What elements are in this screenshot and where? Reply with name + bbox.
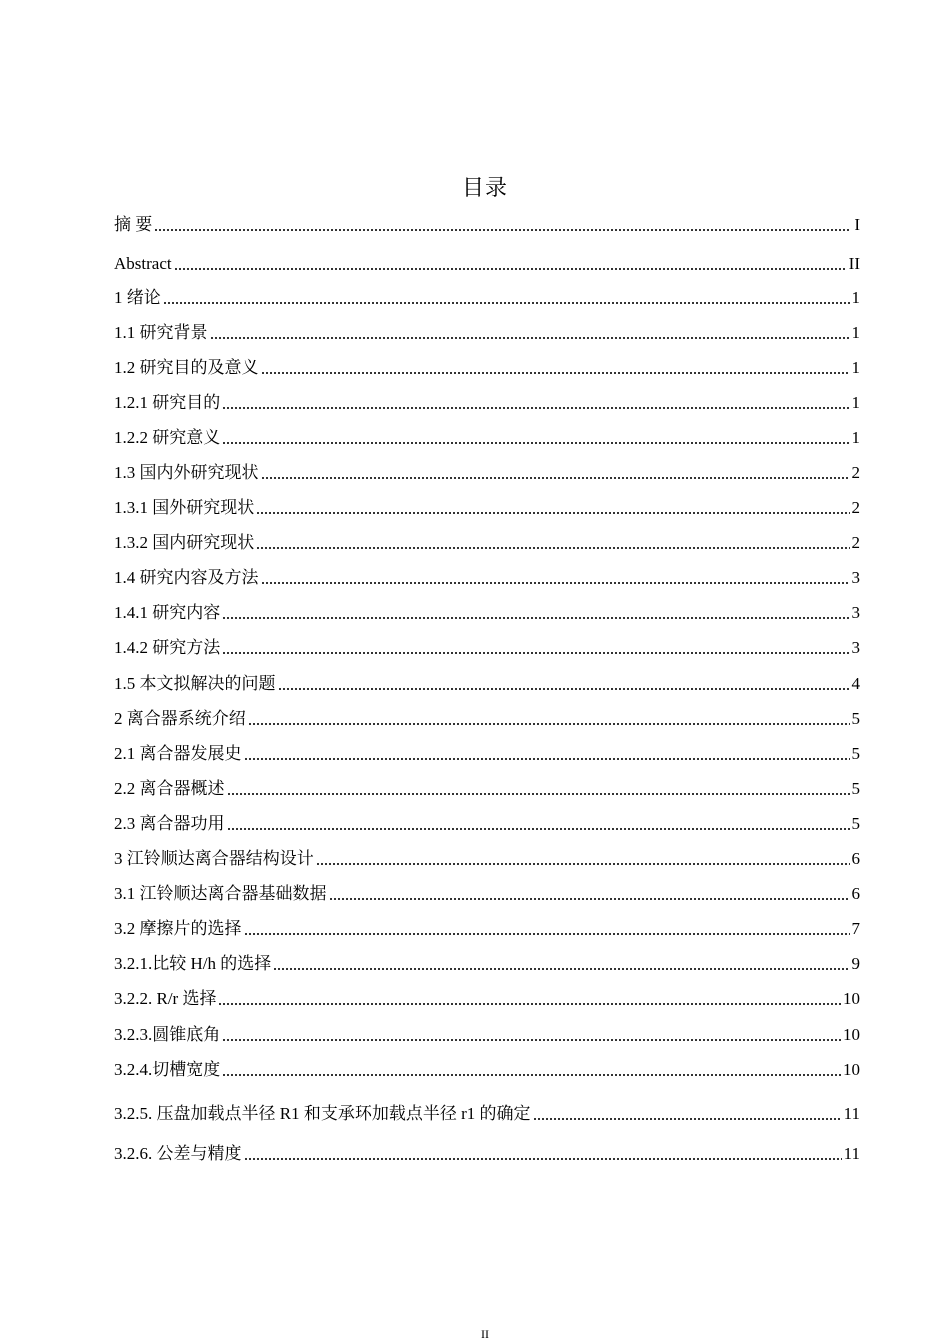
toc-entry-text: 1.1 研究背景 [114,323,208,342]
dot-leader [227,828,850,830]
toc-entry-1-2-2[interactable] [114,425,860,449]
toc-entry-text: Abstract [114,254,172,273]
toc-entry-text: 1.4 研究内容及方法 [114,568,259,587]
dot-leader [273,968,849,970]
toc-entry-1[interactable] [114,285,860,309]
toc-page-number: 3 [851,568,860,587]
toc-entry-3-2-5[interactable] [114,1101,860,1125]
dot-leader [261,582,850,584]
toc-entry-text: 3 江铃顺达离合器结构设计 [114,849,314,868]
toc-entry-text: 2 离合器系统介绍 [114,709,246,728]
toc-entry-2-3[interactable] [114,811,860,835]
footer-page-number: II [481,1327,489,1341]
toc-page-number: II [848,254,860,273]
toc-entry-abstract-cn[interactable] [114,212,860,236]
toc-entry-text: 3.1 江铃顺达离合器基础数据 [114,884,327,903]
dot-leader [244,1158,842,1160]
toc-entry-text: 1.4.2 研究方法 [114,638,221,657]
dot-leader [222,1039,841,1041]
toc-entry-text: 3.2.2. R/r 选择 [114,989,217,1008]
toc-entry-text: 1.5 本文拟解决的问题 [114,674,276,693]
toc-page-number: 2 [851,463,860,482]
toc-page-number: 3 [851,603,860,622]
dot-leader [163,302,850,304]
toc-entry-text: 1.2.1 研究目的 [114,393,221,412]
toc-entry-3-1[interactable] [114,881,860,905]
toc-entry-text: 1.3.1 国外研究现状 [114,498,255,517]
toc-page-number: 3 [851,638,860,657]
dot-leader [256,512,849,514]
toc-entry-3-2-6[interactable] [114,1141,860,1165]
toc-entry-text: 2.3 离合器功用 [114,814,225,833]
toc-page-number: 11 [843,1144,860,1163]
toc-entry-1-3-1[interactable] [114,495,860,519]
toc-entry-text: 3.2.1.比较 H/h 的选择 [114,954,272,973]
toc-entry-1-3[interactable] [114,460,860,484]
toc-page-number: 6 [851,849,860,868]
dot-leader [329,898,850,900]
toc-title: 目录 [461,176,508,201]
toc-entry-text: 2.2 离合器概述 [114,779,225,798]
dot-leader [174,268,847,270]
toc-page-number: 5 [851,744,860,763]
toc-page-number: 5 [851,779,860,798]
toc-entry-text: 3.2.4.切槽宽度 [114,1060,221,1079]
dot-leader [222,652,849,654]
toc-entry-text: 摘 要 [114,215,153,234]
dot-leader [256,547,849,549]
toc-page-number: 10 [843,989,860,1008]
dot-leader [210,337,850,339]
toc-entry-text: 1.2 研究目的及意义 [114,358,259,377]
toc-entry-text: 1.2.2 研究意义 [114,428,221,447]
toc-entry-1-4-1[interactable] [114,600,860,624]
toc-entry-text: 1.4.1 研究内容 [114,603,221,622]
toc-entry-text: 3.2.6. 公差与精度 [114,1144,242,1163]
toc-entry-3-2-1[interactable] [114,951,860,975]
toc-page-number: 1 [851,288,860,307]
dot-leader [222,617,849,619]
toc-entry-3-2-4[interactable] [114,1057,860,1081]
dot-leader [244,758,850,760]
toc-entry-3-2-3[interactable] [114,1022,860,1046]
toc-entry-3[interactable] [114,846,860,870]
toc-entry-text: 1.3 国内外研究现状 [114,463,259,482]
toc-entry-3-2[interactable] [114,916,860,940]
toc-entry-abstract-en[interactable] [114,251,860,275]
toc-page-number: 5 [851,709,860,728]
toc-page-number: 4 [851,674,860,693]
toc-page-number: 10 [843,1025,860,1044]
toc-entry-2[interactable] [114,706,860,730]
dot-leader [222,407,849,409]
toc-entry-1-5[interactable] [114,671,860,695]
toc-entry-2-1[interactable] [114,741,860,765]
toc-page-number: 2 [851,533,860,552]
dot-leader [222,442,849,444]
dot-leader [154,229,850,231]
dot-leader [316,863,850,865]
dot-leader [244,933,850,935]
toc-entry-text: 3.2.3.圆锥底角 [114,1025,221,1044]
toc-page-number: 1 [851,393,860,412]
toc-page-number: 9 [851,954,860,973]
toc-entry-text: 3.2 摩擦片的选择 [114,919,242,938]
toc-entry-1-4[interactable] [114,565,860,589]
dot-leader [248,723,850,725]
toc-entry-text: 1 绪论 [114,288,161,307]
toc-entry-1-1[interactable] [114,320,860,344]
toc-entry-1-3-2[interactable] [114,530,860,554]
toc-page-number: 1 [851,428,860,447]
dot-leader [222,1074,841,1076]
toc-entry-1-2-1[interactable] [114,390,860,414]
toc-page-number: 7 [851,919,860,938]
toc-entry-1-4-2[interactable] [114,635,860,659]
dot-leader [261,372,850,374]
dot-leader [227,793,850,795]
toc-page-number: 11 [843,1104,860,1123]
toc-page-number: 6 [851,884,860,903]
toc-page-number: 1 [851,323,860,342]
toc-page-number: I [854,215,860,234]
toc-entry-text: 3.2.5. 压盘加载点半径 R1 和支承环加载点半径 r1 的确定 [114,1104,531,1123]
toc-entry-text: 1.3.2 国内研究现状 [114,533,255,552]
dot-leader [261,477,850,479]
toc-entry-text: 2.1 离合器发展史 [114,744,242,763]
dot-leader [278,688,850,690]
toc-entry-3-2-2[interactable] [114,986,860,1010]
dot-leader [218,1003,841,1005]
toc-page-number: 5 [851,814,860,833]
toc-entry-1-2[interactable] [114,355,860,379]
dot-leader [533,1118,842,1120]
toc-page-number: 2 [851,498,860,517]
toc-page-number: 10 [843,1060,860,1079]
toc-entry-2-2[interactable] [114,776,860,800]
toc-page-number: 1 [851,358,860,377]
